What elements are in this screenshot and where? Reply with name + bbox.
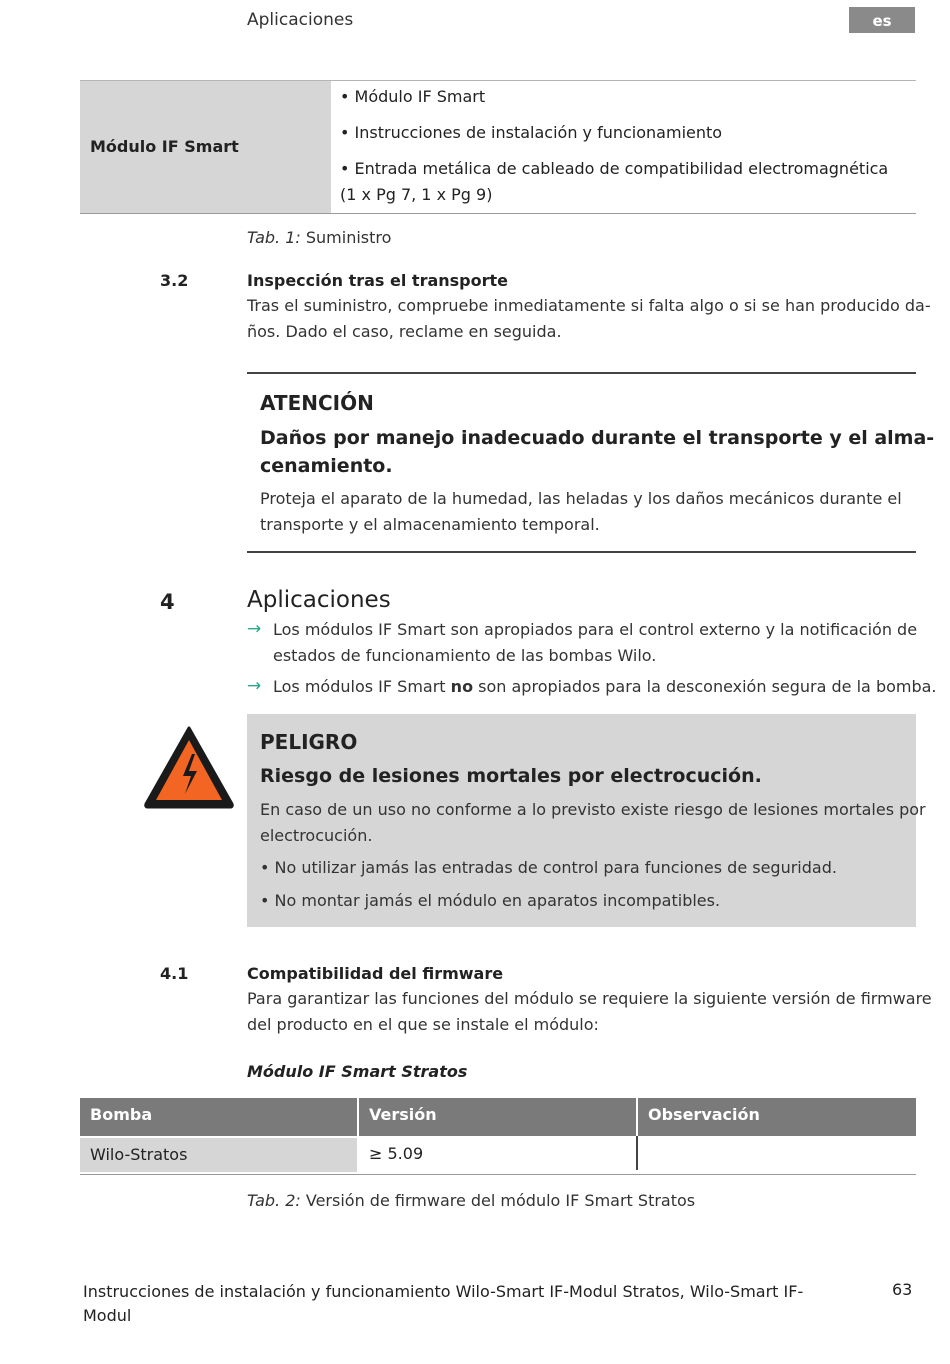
supply-table-row-label: Módulo IF Smart: [90, 137, 239, 156]
attention-bottom-rule: [247, 551, 916, 553]
table-header-cell: Observación: [638, 1098, 916, 1136]
body-line: Proteja el aparato de la humedad, las heladas y los daños mecánicos durante el: [260, 489, 902, 508]
subtitle-line: Daños por manejo inadecuado durante el transporte y el alma-: [260, 427, 935, 449]
section-title: Compatibilidad del firmware: [247, 964, 504, 983]
subtitle-line: cenamiento.: [260, 455, 393, 477]
bullet-text: Los módulos IF Smart: [273, 677, 451, 696]
chapter-number: 4: [160, 590, 175, 614]
footer-line: Modul: [83, 1306, 132, 1325]
language-badge: es: [849, 7, 915, 33]
supply-item: • Entrada metálica de cableado de compatibilidad electromagnética: [340, 159, 889, 178]
table1-caption-label: Tab. 1:: [247, 228, 301, 247]
supply-item: • Instrucciones de instalación y funcionamiento: [340, 123, 723, 142]
table-bottom-rule: [80, 1174, 916, 1175]
section-number: 4.1: [160, 964, 189, 983]
table1-caption-text: Suministro: [300, 228, 392, 247]
body-line: En caso de un uso no conforme a lo previsto existe riesgo de lesiones mortales por: [260, 800, 926, 819]
table2-caption: [247, 1191, 695, 1210]
page-footer: [83, 1280, 803, 1328]
table-header-cell: Versión: [359, 1098, 636, 1136]
supply-table-label-cell: [80, 81, 331, 213]
footer-line: Instrucciones de instalación y funcionamiento Wilo-Smart IF-Modul Stratos, Wilo-Smart IF-: [83, 1282, 804, 1301]
body-line: transporte y el almacenamiento temporal.: [260, 515, 600, 534]
bullet-emphasis: no: [450, 677, 474, 696]
arrow-right-icon: →: [247, 619, 262, 639]
section-body: [247, 986, 932, 1038]
chapter-title: Aplicaciones: [247, 587, 391, 613]
section-body: [247, 293, 931, 345]
arrow-right-icon: →: [247, 676, 262, 696]
table-header-cell: Bomba: [80, 1098, 357, 1136]
attention-subtitle: [260, 424, 934, 480]
page-number: 63: [892, 1280, 913, 1299]
electrical-hazard-icon: [142, 724, 236, 810]
table-cell: [638, 1138, 916, 1172]
bullet-list-item: [273, 674, 937, 700]
danger-heading: PELIGRO: [260, 730, 358, 754]
danger-subtitle: Riesgo de lesiones mortales por electrocución.: [260, 765, 762, 787]
body-line: del producto en el que se instale el módulo:: [247, 1015, 599, 1034]
section-number: 3.2: [160, 271, 189, 290]
table2-title: Módulo IF Smart Stratos: [247, 1062, 468, 1081]
attention-body: [260, 486, 902, 538]
table2-caption-text: Versión de firmware del módulo IF Smart Stratos: [300, 1191, 696, 1210]
danger-bullet: • No utilizar jamás las entradas de control para funciones de seguridad.: [260, 858, 837, 877]
supply-table: [80, 80, 916, 214]
body-line: estados de funcionamiento de las bombas Wilo.: [273, 646, 657, 665]
bullet-list-item: [273, 617, 917, 669]
danger-body: [260, 797, 926, 849]
table1-caption: [247, 228, 391, 247]
danger-bullet: • No montar jamás el módulo en aparatos incompatibles.: [260, 891, 721, 910]
table-cell: Wilo-Stratos: [80, 1138, 359, 1172]
body-line: electrocución.: [260, 826, 373, 845]
section-title: Inspección tras el transporte: [247, 271, 508, 290]
supply-item-continuation: (1 x Pg 7, 1 x Pg 9): [340, 185, 493, 204]
body-line: ños. Dado el caso, reclame en seguida.: [247, 322, 562, 341]
body-line: Tras el suministro, compruebe inmediatamente si falta algo o si se han producido da-: [247, 296, 931, 315]
page-header-title: Aplicaciones: [247, 10, 354, 30]
bullet-text: son apropiados para la desconexión segura de la bomba.: [473, 677, 937, 696]
attention-top-rule: [247, 372, 916, 374]
supply-item: • Módulo IF Smart: [340, 87, 486, 106]
attention-heading: ATENCIÓN: [260, 391, 374, 415]
table2-caption-label: Tab. 2:: [247, 1191, 301, 1210]
table-cell: ≥ 5.09: [359, 1136, 638, 1170]
body-line: Los módulos IF Smart son apropiados para el control externo y la notificación de: [273, 620, 918, 639]
body-line: Para garantizar las funciones del módulo se requiere la siguiente versión de firmware: [247, 989, 932, 1008]
